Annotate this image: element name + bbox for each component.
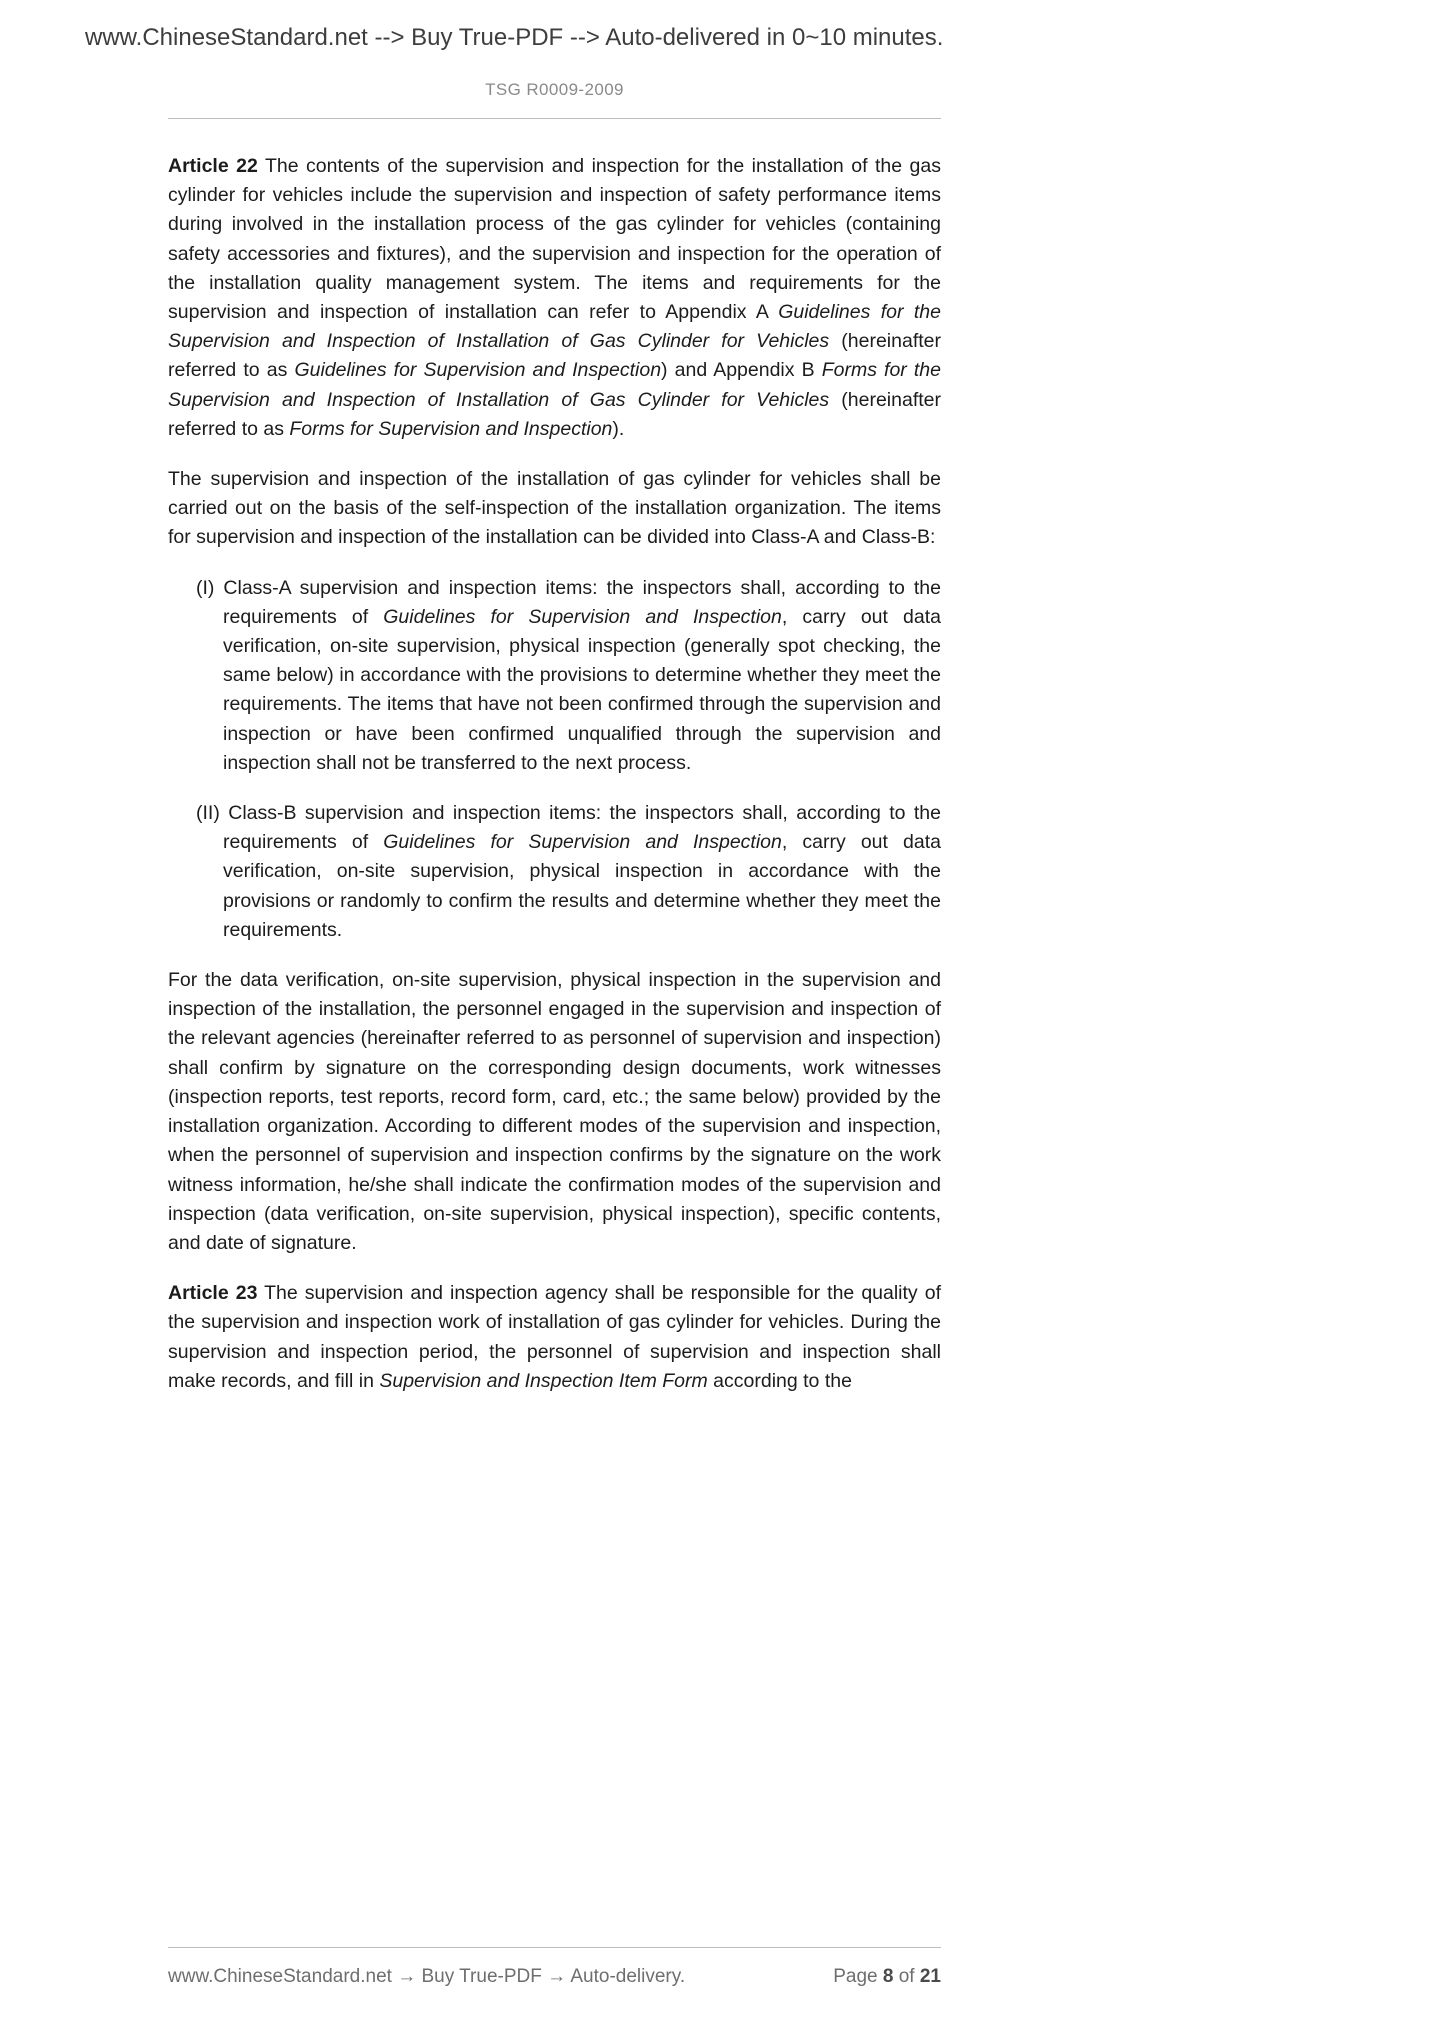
paragraph	[168, 966, 941, 1258]
header-banner: www.ChineseStandard.net --> Buy True-PDF --> Auto-delivered in 0~10 minutes.	[85, 24, 944, 51]
text-run: Class-A supervision and inspection items: the inspectors shall, according to the requirements of	[223, 576, 941, 628]
text-run: (hereinafter referred to as	[168, 330, 941, 382]
text-run: Guidelines for Supervision and Inspection	[294, 359, 662, 382]
paragraph	[168, 1279, 941, 1396]
text-run: (hereinafter referred to as	[168, 388, 941, 440]
text-run: , carry out data verification, on-site supervision, physical inspection (generally spot checking, the same below) in accordance with the provisions to determine whether they meet the requirements. The items that have not been confirmed through the supervision and inspection or have been confirmed unqualified through the supervision and inspection shall not be transferred to the next process.	[223, 605, 941, 774]
text-run: The supervision and inspection of the installation of gas cylinder for vehicles shall be carried out on the basis of the self-inspection of the installation organization. The items for supervision and inspection of the installation can be divided into Class-A and Class-B:	[168, 468, 941, 549]
header-divider	[168, 118, 941, 119]
text-run: Guidelines for Supervision and Inspection	[383, 605, 782, 628]
footer-tagline: → Buy True-PDF → Auto-delivery.	[391, 1966, 686, 1987]
text-run: ).	[612, 417, 625, 440]
doc-number: TSG R0009-2009	[485, 80, 624, 99]
text-run: Guidelines for the Supervision and Inspection of Installation of Gas Cylinder for Vehicles	[168, 301, 941, 353]
page-indicator	[833, 1966, 941, 1988]
page-total: 21	[919, 1966, 941, 1987]
page-number: 8	[882, 1966, 894, 1987]
paragraph	[168, 465, 941, 553]
text-run: The contents of the supervision and inspection for the installation of the gas cylinder for vehicles include the supervision and inspection of safety performance items during involved in the installation process of the gas cylinder for vehicles (containing safety accessories and fixtures), and the supervision and inspection for the operation of the installation quality management system. The items and requirements for the supervision and inspection of installation can refer to Appendix A	[168, 155, 941, 324]
text-run: ) and Appendix B	[661, 359, 822, 382]
text-run: Supervision and Inspection Item Form	[379, 1369, 708, 1392]
text-run: Article 22	[168, 155, 258, 177]
text-run: according to the	[707, 1369, 852, 1392]
text-run: Forms for Supervision and Inspection	[289, 417, 613, 440]
list-marker: (I)	[196, 576, 224, 599]
text-run: Class-B supervision and inspection items: the inspectors shall, according to the requirements of	[223, 802, 941, 854]
page-footer	[168, 1966, 941, 1988]
text-run: The supervision and inspection agency shall be responsible for the quality of the supervision and inspection work of installation of gas cylinder for vehicles. During the supervision and inspection period, the personnel of supervision and inspection shall make records, and fill in	[168, 1282, 941, 1392]
text-run: For the data verification, on-site supervision, physical inspection in the supervision and inspection of the installation, the personnel engaged in the supervision and inspection of the relevant agencies (hereinafter referred to as personnel of supervision and inspection) shall confirm by signature on the corresponding design documents, work witnesses (inspection reports, test reports, record form, card, etc.; the same below) provided by the installation organization. According to different modes of the supervision and inspection, when the personnel of supervision and inspection confirms by the signature on the work witness information, he/she shall indicate the confirmation modes of the supervision and inspection (data verification, on-site supervision, physical inspection), specific contents, and date of signature.	[168, 969, 941, 1254]
footer-divider	[168, 1947, 941, 1948]
of-label: of	[898, 1966, 915, 1987]
text-run: Forms for the Supervision and Inspection of Installation of Gas Cylinder for Vehicles	[168, 359, 942, 411]
text-run: , carry out data verification, on-site supervision, physical inspection in accordance with the provisions or randomly to confirm the results and determine whether they meet the requirements.	[223, 831, 941, 941]
footer-left	[168, 1966, 685, 1988]
text-run: Guidelines for Supervision and Inspection	[383, 831, 782, 854]
list-item-paragraph	[168, 574, 941, 778]
page-label: Page	[833, 1966, 878, 1987]
list-item-paragraph	[168, 799, 941, 945]
document-body	[168, 152, 941, 1396]
list-marker: (II)	[196, 802, 229, 825]
footer-site-link[interactable]: www.ChineseStandard.net	[168, 1966, 392, 1987]
text-run: Article 23	[168, 1282, 258, 1305]
paragraph	[168, 152, 941, 444]
